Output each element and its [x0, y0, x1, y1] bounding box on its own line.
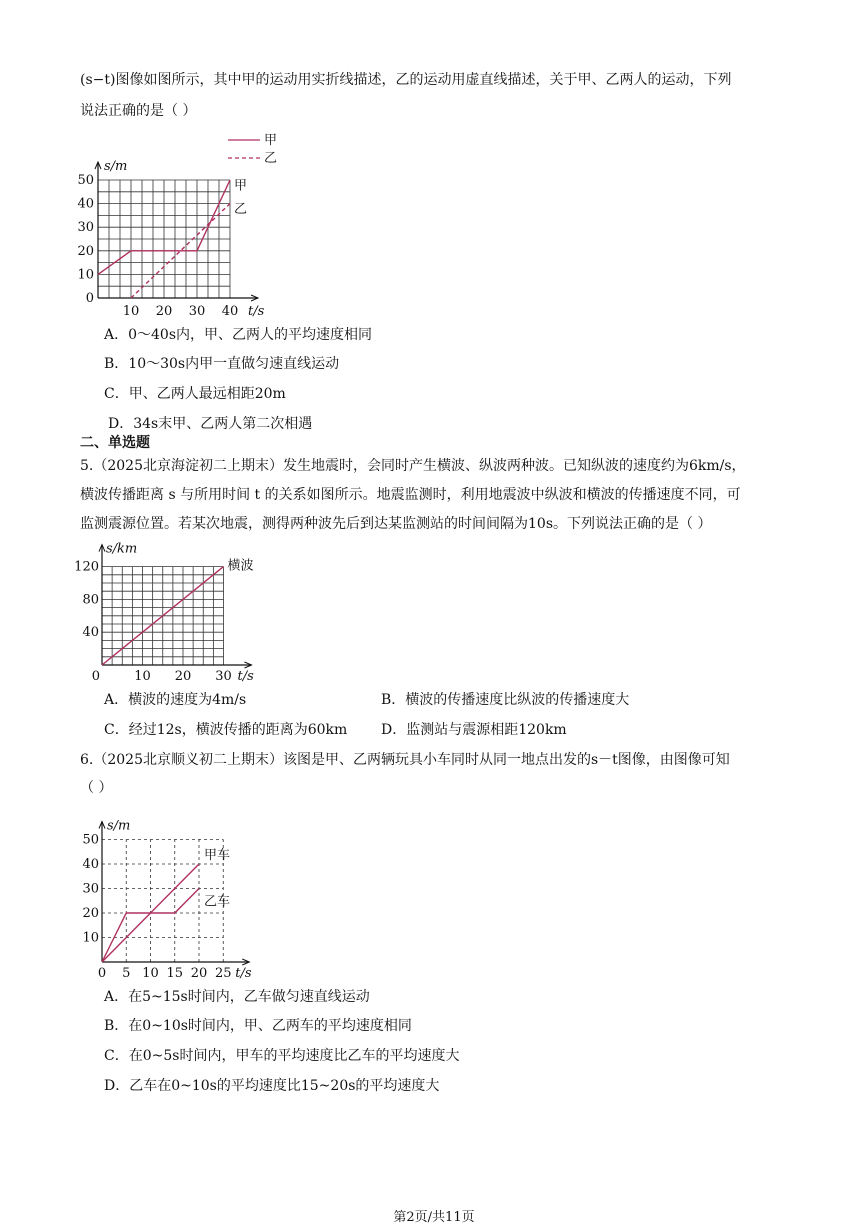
x-tick-label: 0	[97, 966, 107, 981]
legend-label-yi: 乙	[264, 151, 278, 166]
q6-option-c[interactable]: C．在0~5s时间内，甲车的平均速度比乙车的平均速度大	[104, 1048, 460, 1064]
y-tick-label: 10	[82, 930, 99, 946]
q6-stem-line2: （ ）	[80, 780, 113, 796]
x-tick-label: 10	[122, 304, 140, 319]
x-tick-label: 20	[190, 966, 208, 981]
series-end-label-jia: 甲车	[204, 848, 231, 864]
legend-label-jia: 甲	[264, 133, 278, 148]
page-footer: 第2页/共11页	[393, 1210, 475, 1225]
y-tick-label: 10	[77, 267, 94, 283]
series-end-label: 横波	[227, 558, 254, 574]
x-axis-label: t/s	[248, 304, 265, 319]
q5-option-b[interactable]: B．横波的传播速度比纵波的传播速度大	[381, 692, 630, 708]
y-axis-label: s/km	[106, 541, 138, 557]
q4-option-b[interactable]: B．10～30s内甲一直做匀速直线运动	[104, 356, 340, 372]
q6-option-a[interactable]: A．在5~15s时间内，乙车做匀速直线运动	[104, 989, 370, 1005]
x-tick-label: 30	[188, 304, 206, 319]
x-axis-label: t/s	[237, 669, 254, 684]
y-axis-label: s/m	[107, 818, 131, 834]
series-end-label-yi: 乙	[234, 202, 248, 218]
q6-stem-line1: 6.（2025北京顺义初二上期末）该图是甲、乙两辆玩具小车同时从同一地点出发的s－t图像，由图像可知	[80, 752, 730, 768]
x-tick-label: 40	[221, 304, 239, 319]
y-tick-label: 50	[82, 832, 99, 848]
x-tick-label: 25	[214, 966, 232, 981]
y-tick-label: 20	[82, 906, 99, 921]
q4-option-a[interactable]: A．0～40s内，甲、乙两人的平均速度相同	[104, 327, 373, 343]
x-tick-label: 0	[91, 669, 100, 684]
x-tick-label: 20	[174, 669, 192, 684]
series-end-label-jia: 甲	[234, 178, 248, 194]
q4-stem-line1: (s−t)图像如图所示，其中甲的运动用实折线描述，乙的运动用虚直线描述，关于甲、乙两人的运动，下列	[80, 72, 732, 88]
y-tick-label: 120	[74, 559, 99, 575]
y-axis-label: s/m	[104, 159, 128, 174]
q5-option-c[interactable]: C．经过12s，横波传播的距离为60km	[104, 722, 348, 738]
y-tick-label: 0	[85, 291, 94, 306]
y-tick-label: 20	[77, 243, 94, 259]
y-tick-label: 40	[82, 625, 99, 641]
y-tick-label: 80	[82, 592, 99, 608]
q5-stem-line3: 监测震源位置。若某次地震，测得两种波先后到达某监测站的时间间隔为10s。下列说法正确的是（ ）	[80, 516, 712, 532]
q5-option-d[interactable]: D．监测站与震源相距120km	[381, 722, 567, 738]
q6-st-chart	[80, 805, 280, 985]
y-tick-label: 40	[82, 857, 99, 872]
series-end-label-yi: 乙车	[204, 894, 231, 910]
y-tick-label: 30	[82, 881, 99, 897]
q5-stem-line2: 横波传播距离 s 与所用时间 t 的关系如图所示。地震监测时，利用地震波中纵波和横波的传播速度不同，可	[80, 487, 741, 503]
x-tick-label: 20	[155, 304, 173, 319]
section-title: 二、单选题	[80, 435, 150, 451]
x-tick-label: 10	[134, 669, 151, 684]
q6-option-b[interactable]: B．在0~10s时间内，甲、乙两车的平均速度相同	[104, 1018, 412, 1034]
x-tick-label: 15	[166, 966, 184, 981]
q4-option-c[interactable]: C．甲、乙两人最远相距20m	[104, 386, 286, 402]
x-tick-label: 5	[122, 966, 131, 981]
q5-stem-line1: 5.（2025北京海淀初二上期末）发生地震时，会同时产生横波、纵波两种波。已知纵波的速度约为6km/s，	[80, 458, 746, 474]
x-tick-label: 30	[215, 669, 232, 684]
q5-option-a[interactable]: A．横波的速度为4m/s	[104, 692, 247, 708]
q4-option-d[interactable]: D．34s末甲、乙两人第二次相遇	[108, 416, 313, 432]
x-tick-label: 10	[142, 966, 159, 981]
q5-st-chart	[74, 538, 280, 688]
x-axis-label: t/s	[235, 966, 252, 981]
q4-stem-line2: 说法正确的是（ ）	[80, 103, 197, 119]
q6-option-d[interactable]: D．乙车在0~10s的平均速度比15~20s的平均速度大	[104, 1078, 440, 1094]
y-tick-label: 40	[77, 196, 94, 212]
y-tick-label: 30	[77, 220, 94, 236]
y-tick-label: 50	[77, 173, 94, 188]
q4-st-chart	[77, 128, 280, 328]
